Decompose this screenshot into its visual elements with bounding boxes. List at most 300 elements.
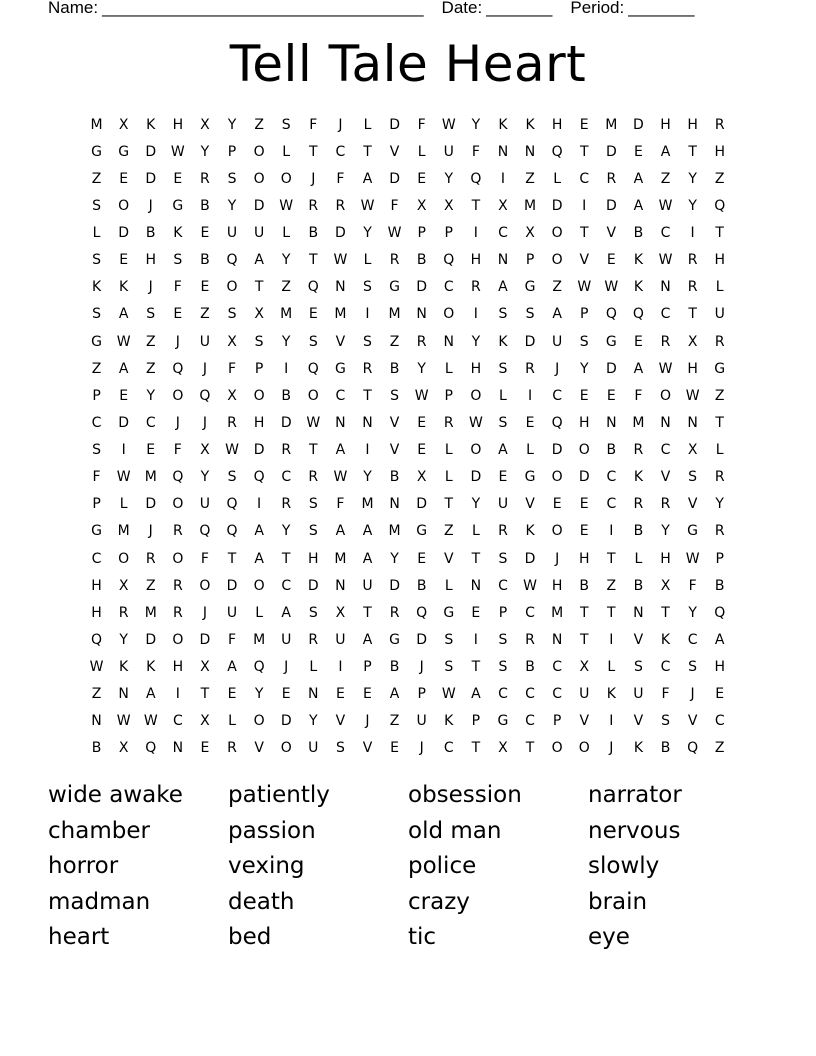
grid-letter[interactable]: P [525, 252, 535, 269]
grid-letter[interactable]: X [254, 306, 264, 323]
grid-letter[interactable]: S [688, 469, 698, 486]
grid-letter[interactable]: A [145, 686, 156, 703]
grid-letter[interactable]: P [417, 686, 426, 703]
grid-letter[interactable]: Y [281, 523, 291, 540]
grid-letter[interactable]: I [257, 496, 262, 513]
grid-letter[interactable]: S [444, 631, 454, 648]
grid-letter[interactable]: O [470, 442, 482, 459]
grid-letter[interactable]: J [311, 170, 316, 187]
grid-letter[interactable]: F [390, 197, 399, 214]
grid-letter[interactable]: W [333, 252, 348, 269]
grid-letter[interactable]: D [551, 197, 563, 214]
grid-letter[interactable]: U [497, 496, 509, 513]
grid-letter[interactable]: F [661, 686, 670, 703]
grid-letter[interactable]: G [389, 279, 400, 296]
grid-letter[interactable]: O [118, 197, 130, 214]
grid-letter[interactable]: N [687, 414, 698, 431]
grid-letter[interactable]: Z [714, 740, 725, 757]
grid-letter[interactable]: B [633, 225, 644, 242]
grid-letter[interactable]: R [416, 333, 427, 350]
grid-letter[interactable]: J [419, 659, 424, 676]
grid-letter[interactable]: Z [389, 713, 400, 730]
grid-letter[interactable]: M [117, 523, 130, 540]
grid-letter[interactable]: Z [714, 387, 725, 404]
grid-letter[interactable]: V [389, 414, 400, 431]
grid-letter[interactable]: C [660, 442, 671, 459]
grid-letter[interactable]: I [121, 442, 126, 459]
grid-letter[interactable]: K [660, 631, 671, 648]
grid-letter[interactable]: R [714, 523, 725, 540]
grid-letter[interactable]: R [281, 442, 292, 459]
grid-letter[interactable]: Z [443, 523, 454, 540]
grid-letter[interactable]: N [497, 143, 509, 160]
grid-letter[interactable]: O [253, 577, 265, 594]
grid-letter[interactable]: I [284, 360, 289, 377]
grid-letter[interactable]: K [146, 116, 156, 133]
grid-letter[interactable]: C [660, 306, 671, 323]
grid-letter[interactable]: Q [443, 252, 455, 269]
grid-letter[interactable]: M [388, 523, 401, 540]
grid-letter[interactable]: T [607, 550, 616, 567]
grid-letter[interactable]: K [173, 225, 183, 242]
grid-letter[interactable]: L [363, 116, 372, 133]
grid-letter[interactable]: C [660, 225, 671, 242]
grid-letter[interactable]: D [145, 170, 157, 187]
grid-letter[interactable]: U [226, 604, 238, 621]
grid-letter[interactable]: B [606, 442, 617, 459]
grid-letter[interactable]: D [118, 414, 130, 431]
grid-letter[interactable]: J [365, 713, 370, 730]
grid-letter[interactable]: T [309, 442, 318, 459]
grid-letter[interactable]: Y [363, 225, 372, 242]
grid-letter[interactable]: O [253, 170, 265, 187]
grid-letter[interactable]: D [389, 577, 400, 594]
grid-letter[interactable]: X [687, 333, 698, 350]
grid-letter[interactable]: Y [227, 116, 237, 133]
grid-letter[interactable]: S [444, 659, 454, 676]
grid-letter[interactable]: T [579, 631, 589, 648]
grid-letter[interactable]: Q [91, 631, 103, 648]
grid-letter[interactable]: E [552, 496, 562, 513]
grid-letter[interactable]: G [524, 469, 536, 486]
grid-letter[interactable]: W [116, 469, 131, 486]
grid-letter[interactable]: K [606, 686, 616, 703]
grid-letter[interactable]: Z [389, 333, 400, 350]
grid-letter[interactable]: G [91, 143, 102, 160]
grid-letter[interactable]: W [658, 252, 673, 269]
grid-letter[interactable]: Q [253, 659, 265, 676]
grid-letter[interactable]: B [389, 659, 400, 676]
grid-letter[interactable]: W [333, 469, 348, 486]
grid-letter[interactable]: Q [226, 252, 238, 269]
grid-letter[interactable]: C [579, 170, 590, 187]
grid-letter[interactable]: D [416, 631, 428, 648]
grid-letter[interactable]: C [525, 686, 535, 703]
grid-letter[interactable]: H [687, 360, 698, 377]
grid-letter[interactable]: J [555, 360, 560, 377]
grid-letter[interactable]: U [714, 306, 725, 323]
grid-letter[interactable]: X [118, 116, 129, 133]
grid-letter[interactable]: L [282, 143, 291, 160]
grid-letter[interactable]: E [119, 170, 129, 187]
grid-letter[interactable]: D [118, 225, 130, 242]
grid-letter[interactable]: D [578, 469, 590, 486]
grid-letter[interactable]: G [497, 713, 509, 730]
grid-letter[interactable]: P [498, 604, 508, 621]
grid-letter[interactable]: U [335, 631, 346, 648]
grid-letter[interactable]: A [118, 306, 129, 323]
date-field[interactable]: _______ [486, 0, 553, 17]
grid-letter[interactable]: T [525, 740, 535, 757]
grid-letter[interactable]: P [552, 713, 562, 730]
grid-letter[interactable]: H [714, 252, 725, 269]
grid-letter[interactable]: R [687, 252, 698, 269]
grid-letter[interactable]: O [307, 387, 319, 404]
grid-letter[interactable]: V [254, 740, 264, 757]
grid-letter[interactable]: W [468, 414, 483, 431]
grid-letter[interactable]: S [308, 523, 318, 540]
grid-letter[interactable]: T [309, 143, 318, 160]
grid-letter[interactable]: A [498, 442, 508, 459]
grid-letter[interactable]: T [471, 740, 481, 757]
grid-letter[interactable]: J [202, 604, 207, 621]
grid-letter[interactable]: C [606, 496, 617, 513]
grid-letter[interactable]: U [443, 143, 454, 160]
grid-letter[interactable]: N [606, 414, 617, 431]
grid-letter[interactable]: D [416, 279, 428, 296]
grid-letter[interactable]: N [524, 143, 536, 160]
grid-letter[interactable]: E [579, 387, 589, 404]
grid-letter[interactable]: H [714, 143, 725, 160]
grid-letter[interactable]: T [254, 279, 264, 296]
grid-letter[interactable]: S [390, 387, 400, 404]
grid-letter[interactable]: N [660, 414, 671, 431]
grid-letter[interactable]: R [389, 604, 400, 621]
grid-letter[interactable]: W [523, 577, 537, 594]
grid-letter[interactable]: A [254, 252, 264, 269]
grid-letter[interactable]: V [687, 713, 698, 730]
grid-letter[interactable]: G [714, 360, 726, 377]
grid-letter[interactable]: O [578, 740, 590, 757]
grid-letter[interactable]: D [605, 197, 617, 214]
grid-letter[interactable]: S [173, 252, 183, 269]
grid-letter[interactable]: I [609, 713, 614, 730]
grid-letter[interactable]: O [199, 577, 211, 594]
grid-letter[interactable]: Q [632, 306, 644, 323]
grid-letter[interactable]: W [116, 713, 131, 730]
grid-letter[interactable]: D [280, 414, 292, 431]
grid-letter[interactable]: W [658, 197, 673, 214]
grid-letter[interactable]: Q [253, 469, 265, 486]
grid-letter[interactable]: C [443, 740, 454, 757]
grid-letter[interactable]: V [389, 143, 400, 160]
grid-letter[interactable]: Y [200, 469, 210, 486]
grid-letter[interactable]: M [361, 496, 374, 513]
grid-letter[interactable]: L [715, 442, 724, 459]
grid-letter[interactable]: Q [307, 279, 319, 296]
grid-letter[interactable]: R [714, 333, 725, 350]
grid-letter[interactable]: Y [471, 116, 481, 133]
grid-letter[interactable]: H [91, 577, 102, 594]
grid-letter[interactable]: E [471, 604, 481, 621]
grid-letter[interactable]: N [172, 740, 184, 757]
grid-letter[interactable]: Y [471, 496, 481, 513]
grid-letter[interactable]: X [118, 740, 129, 757]
grid-letter[interactable]: B [660, 740, 671, 757]
grid-letter[interactable]: H [470, 252, 482, 269]
grid-letter[interactable]: L [715, 279, 724, 296]
grid-letter[interactable]: L [363, 252, 372, 269]
grid-letter[interactable]: S [254, 333, 264, 350]
grid-letter[interactable]: Q [551, 414, 563, 431]
grid-letter[interactable]: T [579, 143, 589, 160]
grid-letter[interactable]: V [687, 496, 698, 513]
grid-letter[interactable]: L [119, 496, 128, 513]
grid-letter[interactable]: Z [714, 170, 725, 187]
grid-letter[interactable]: K [633, 279, 644, 296]
grid-letter[interactable]: J [555, 550, 560, 567]
grid-letter[interactable]: L [282, 225, 291, 242]
grid-letter[interactable]: P [92, 496, 101, 513]
grid-letter[interactable]: V [606, 225, 617, 242]
grid-letter[interactable]: N [335, 279, 346, 296]
grid-letter[interactable]: I [690, 225, 695, 242]
grid-letter[interactable]: A [281, 604, 291, 621]
grid-letter[interactable]: A [254, 550, 264, 567]
grid-letter[interactable]: S [579, 333, 589, 350]
grid-letter[interactable]: G [524, 279, 536, 296]
grid-letter[interactable]: G [443, 604, 455, 621]
grid-letter[interactable]: W [116, 333, 131, 350]
grid-letter[interactable]: B [389, 469, 400, 486]
grid-letter[interactable]: H [470, 360, 482, 377]
grid-letter[interactable]: C [687, 631, 698, 648]
grid-letter[interactable]: X [579, 659, 590, 676]
grid-letter[interactable]: Y [146, 387, 156, 404]
grid-letter[interactable]: A [362, 550, 373, 567]
grid-letter[interactable]: A [227, 659, 237, 676]
grid-letter[interactable]: T [363, 143, 372, 160]
grid-letter[interactable]: E [715, 686, 725, 703]
grid-letter[interactable]: H [714, 659, 725, 676]
grid-letter[interactable]: S [92, 306, 101, 323]
grid-letter[interactable]: E [281, 686, 291, 703]
grid-letter[interactable]: L [444, 442, 453, 459]
grid-letter[interactable]: P [417, 225, 426, 242]
grid-letter[interactable]: F [471, 143, 480, 160]
grid-letter[interactable]: E [200, 225, 210, 242]
grid-letter[interactable]: K [91, 279, 102, 296]
grid-letter[interactable]: F [92, 469, 101, 486]
grid-letter[interactable]: R [335, 197, 346, 214]
grid-letter[interactable]: A [633, 360, 644, 377]
grid-letter[interactable]: Z [606, 577, 617, 594]
grid-letter[interactable]: T [661, 604, 670, 621]
grid-letter[interactable]: C [498, 577, 508, 594]
grid-letter[interactable]: O [551, 740, 563, 757]
grid-letter[interactable]: H [308, 550, 319, 567]
grid-letter[interactable]: F [227, 631, 237, 648]
grid-letter[interactable]: E [579, 496, 589, 513]
grid-letter[interactable]: S [308, 333, 318, 350]
grid-letter[interactable]: C [552, 659, 563, 676]
grid-letter[interactable]: T [579, 604, 589, 621]
grid-letter[interactable]: X [525, 225, 535, 242]
grid-letter[interactable]: F [634, 387, 643, 404]
grid-letter[interactable]: G [91, 333, 102, 350]
grid-letter[interactable]: B [308, 225, 319, 242]
grid-letter[interactable]: T [363, 604, 372, 621]
grid-letter[interactable]: H [91, 604, 102, 621]
grid-letter[interactable]: S [227, 469, 237, 486]
grid-letter[interactable]: A [471, 686, 481, 703]
grid-letter[interactable]: J [690, 686, 695, 703]
grid-letter[interactable]: M [524, 197, 537, 214]
grid-letter[interactable]: F [227, 360, 237, 377]
grid-letter[interactable]: C [145, 414, 156, 431]
grid-letter[interactable]: E [633, 333, 643, 350]
grid-letter[interactable]: E [119, 387, 129, 404]
grid-letter[interactable]: S [498, 414, 508, 431]
grid-letter[interactable]: T [309, 252, 318, 269]
grid-letter[interactable]: Y [444, 170, 454, 187]
grid-letter[interactable]: G [91, 523, 102, 540]
grid-letter[interactable]: K [525, 116, 535, 133]
grid-letter[interactable]: L [417, 143, 426, 160]
grid-letter[interactable]: X [227, 333, 237, 350]
grid-letter[interactable]: F [309, 116, 318, 133]
grid-letter[interactable]: K [444, 713, 454, 730]
grid-letter[interactable]: Y [661, 523, 670, 540]
grid-letter[interactable]: P [363, 659, 372, 676]
grid-letter[interactable]: C [606, 469, 617, 486]
grid-letter[interactable]: K [498, 116, 508, 133]
grid-letter[interactable]: E [498, 469, 508, 486]
grid-letter[interactable]: U [199, 333, 211, 350]
grid-letter[interactable]: I [473, 306, 478, 323]
grid-letter[interactable]: V [443, 550, 454, 567]
grid-letter[interactable]: W [441, 116, 456, 133]
grid-letter[interactable]: E [200, 740, 210, 757]
grid-letter[interactable]: O [253, 713, 265, 730]
grid-letter[interactable]: Y [200, 143, 210, 160]
grid-letter[interactable]: C [552, 686, 563, 703]
grid-letter[interactable]: C [335, 143, 346, 160]
grid-letter[interactable]: P [227, 143, 237, 160]
grid-letter[interactable]: B [389, 360, 400, 377]
grid-letter[interactable]: N [497, 252, 509, 269]
grid-letter[interactable]: Q [470, 170, 482, 187]
grid-letter[interactable]: T [281, 550, 291, 567]
grid-letter[interactable]: Y [688, 170, 697, 187]
grid-letter[interactable]: R [633, 442, 644, 459]
grid-letter[interactable]: K [633, 740, 644, 757]
grid-letter[interactable]: O [660, 387, 672, 404]
grid-letter[interactable]: F [417, 116, 426, 133]
grid-letter[interactable]: X [416, 197, 427, 214]
grid-letter[interactable]: H [660, 550, 671, 567]
grid-letter[interactable]: O [551, 252, 563, 269]
grid-letter[interactable]: E [579, 523, 589, 540]
grid-letter[interactable]: B [91, 740, 102, 757]
grid-letter[interactable]: I [609, 523, 614, 540]
grid-letter[interactable]: R [172, 577, 183, 594]
grid-letter[interactable]: L [499, 387, 507, 404]
grid-letter[interactable]: D [524, 333, 536, 350]
grid-letter[interactable]: R [443, 414, 454, 431]
grid-letter[interactable]: J [338, 116, 343, 133]
grid-letter[interactable]: E [417, 170, 427, 187]
grid-letter[interactable]: I [527, 387, 533, 404]
grid-letter[interactable]: G [687, 523, 699, 540]
grid-letter[interactable]: Y [227, 197, 237, 214]
grid-letter[interactable]: W [225, 442, 239, 459]
grid-letter[interactable]: G [118, 143, 130, 160]
grid-letter[interactable]: E [173, 170, 183, 187]
grid-letter[interactable]: S [308, 496, 318, 513]
grid-letter[interactable]: O [118, 550, 130, 567]
grid-letter[interactable]: A [660, 143, 671, 160]
grid-letter[interactable]: M [334, 306, 347, 323]
grid-letter[interactable]: Q [226, 496, 238, 513]
grid-letter[interactable]: F [200, 550, 209, 567]
grid-letter[interactable]: I [473, 631, 478, 648]
grid-letter[interactable]: W [360, 197, 375, 214]
grid-letter[interactable]: D [389, 116, 400, 133]
grid-letter[interactable]: B [416, 577, 427, 594]
grid-letter[interactable]: X [660, 577, 671, 594]
grid-letter[interactable]: K [119, 659, 129, 676]
grid-letter[interactable]: Y [390, 550, 399, 567]
grid-letter[interactable]: N [118, 686, 129, 703]
grid-letter[interactable]: U [416, 713, 427, 730]
grid-letter[interactable]: A [335, 523, 346, 540]
grid-letter[interactable]: R [172, 604, 183, 621]
grid-letter[interactable]: S [363, 333, 372, 350]
grid-letter[interactable]: X [443, 197, 454, 214]
grid-letter[interactable]: L [309, 659, 318, 676]
grid-letter[interactable]: R [525, 360, 535, 377]
grid-letter[interactable]: J [419, 740, 424, 757]
grid-letter[interactable]: R [687, 279, 698, 296]
grid-letter[interactable]: K [119, 279, 129, 296]
grid-letter[interactable]: Z [91, 360, 102, 377]
grid-letter[interactable]: O [551, 225, 563, 242]
grid-letter[interactable]: N [470, 577, 482, 594]
grid-letter[interactable]: E [146, 442, 156, 459]
grid-letter[interactable]: L [553, 170, 562, 187]
grid-letter[interactable]: J [148, 523, 153, 540]
grid-letter[interactable]: B [714, 577, 725, 594]
grid-letter[interactable]: Y [417, 360, 426, 377]
grid-letter[interactable]: X [227, 387, 237, 404]
grid-letter[interactable]: Q [551, 143, 563, 160]
grid-letter[interactable]: Z [145, 577, 156, 594]
grid-letter[interactable]: D [335, 225, 346, 242]
grid-letter[interactable]: E [173, 306, 183, 323]
grid-letter[interactable]: V [335, 333, 346, 350]
grid-letter[interactable]: U [253, 225, 265, 242]
grid-letter[interactable]: S [633, 659, 643, 676]
grid-letter[interactable]: S [525, 306, 535, 323]
grid-letter[interactable]: O [172, 387, 184, 404]
grid-letter[interactable]: W [685, 387, 700, 404]
grid-letter[interactable]: U [579, 686, 590, 703]
grid-letter[interactable]: S [227, 170, 237, 187]
grid-letter[interactable]: C [498, 225, 508, 242]
grid-letter[interactable]: S [335, 740, 345, 757]
grid-letter[interactable]: C [91, 550, 102, 567]
